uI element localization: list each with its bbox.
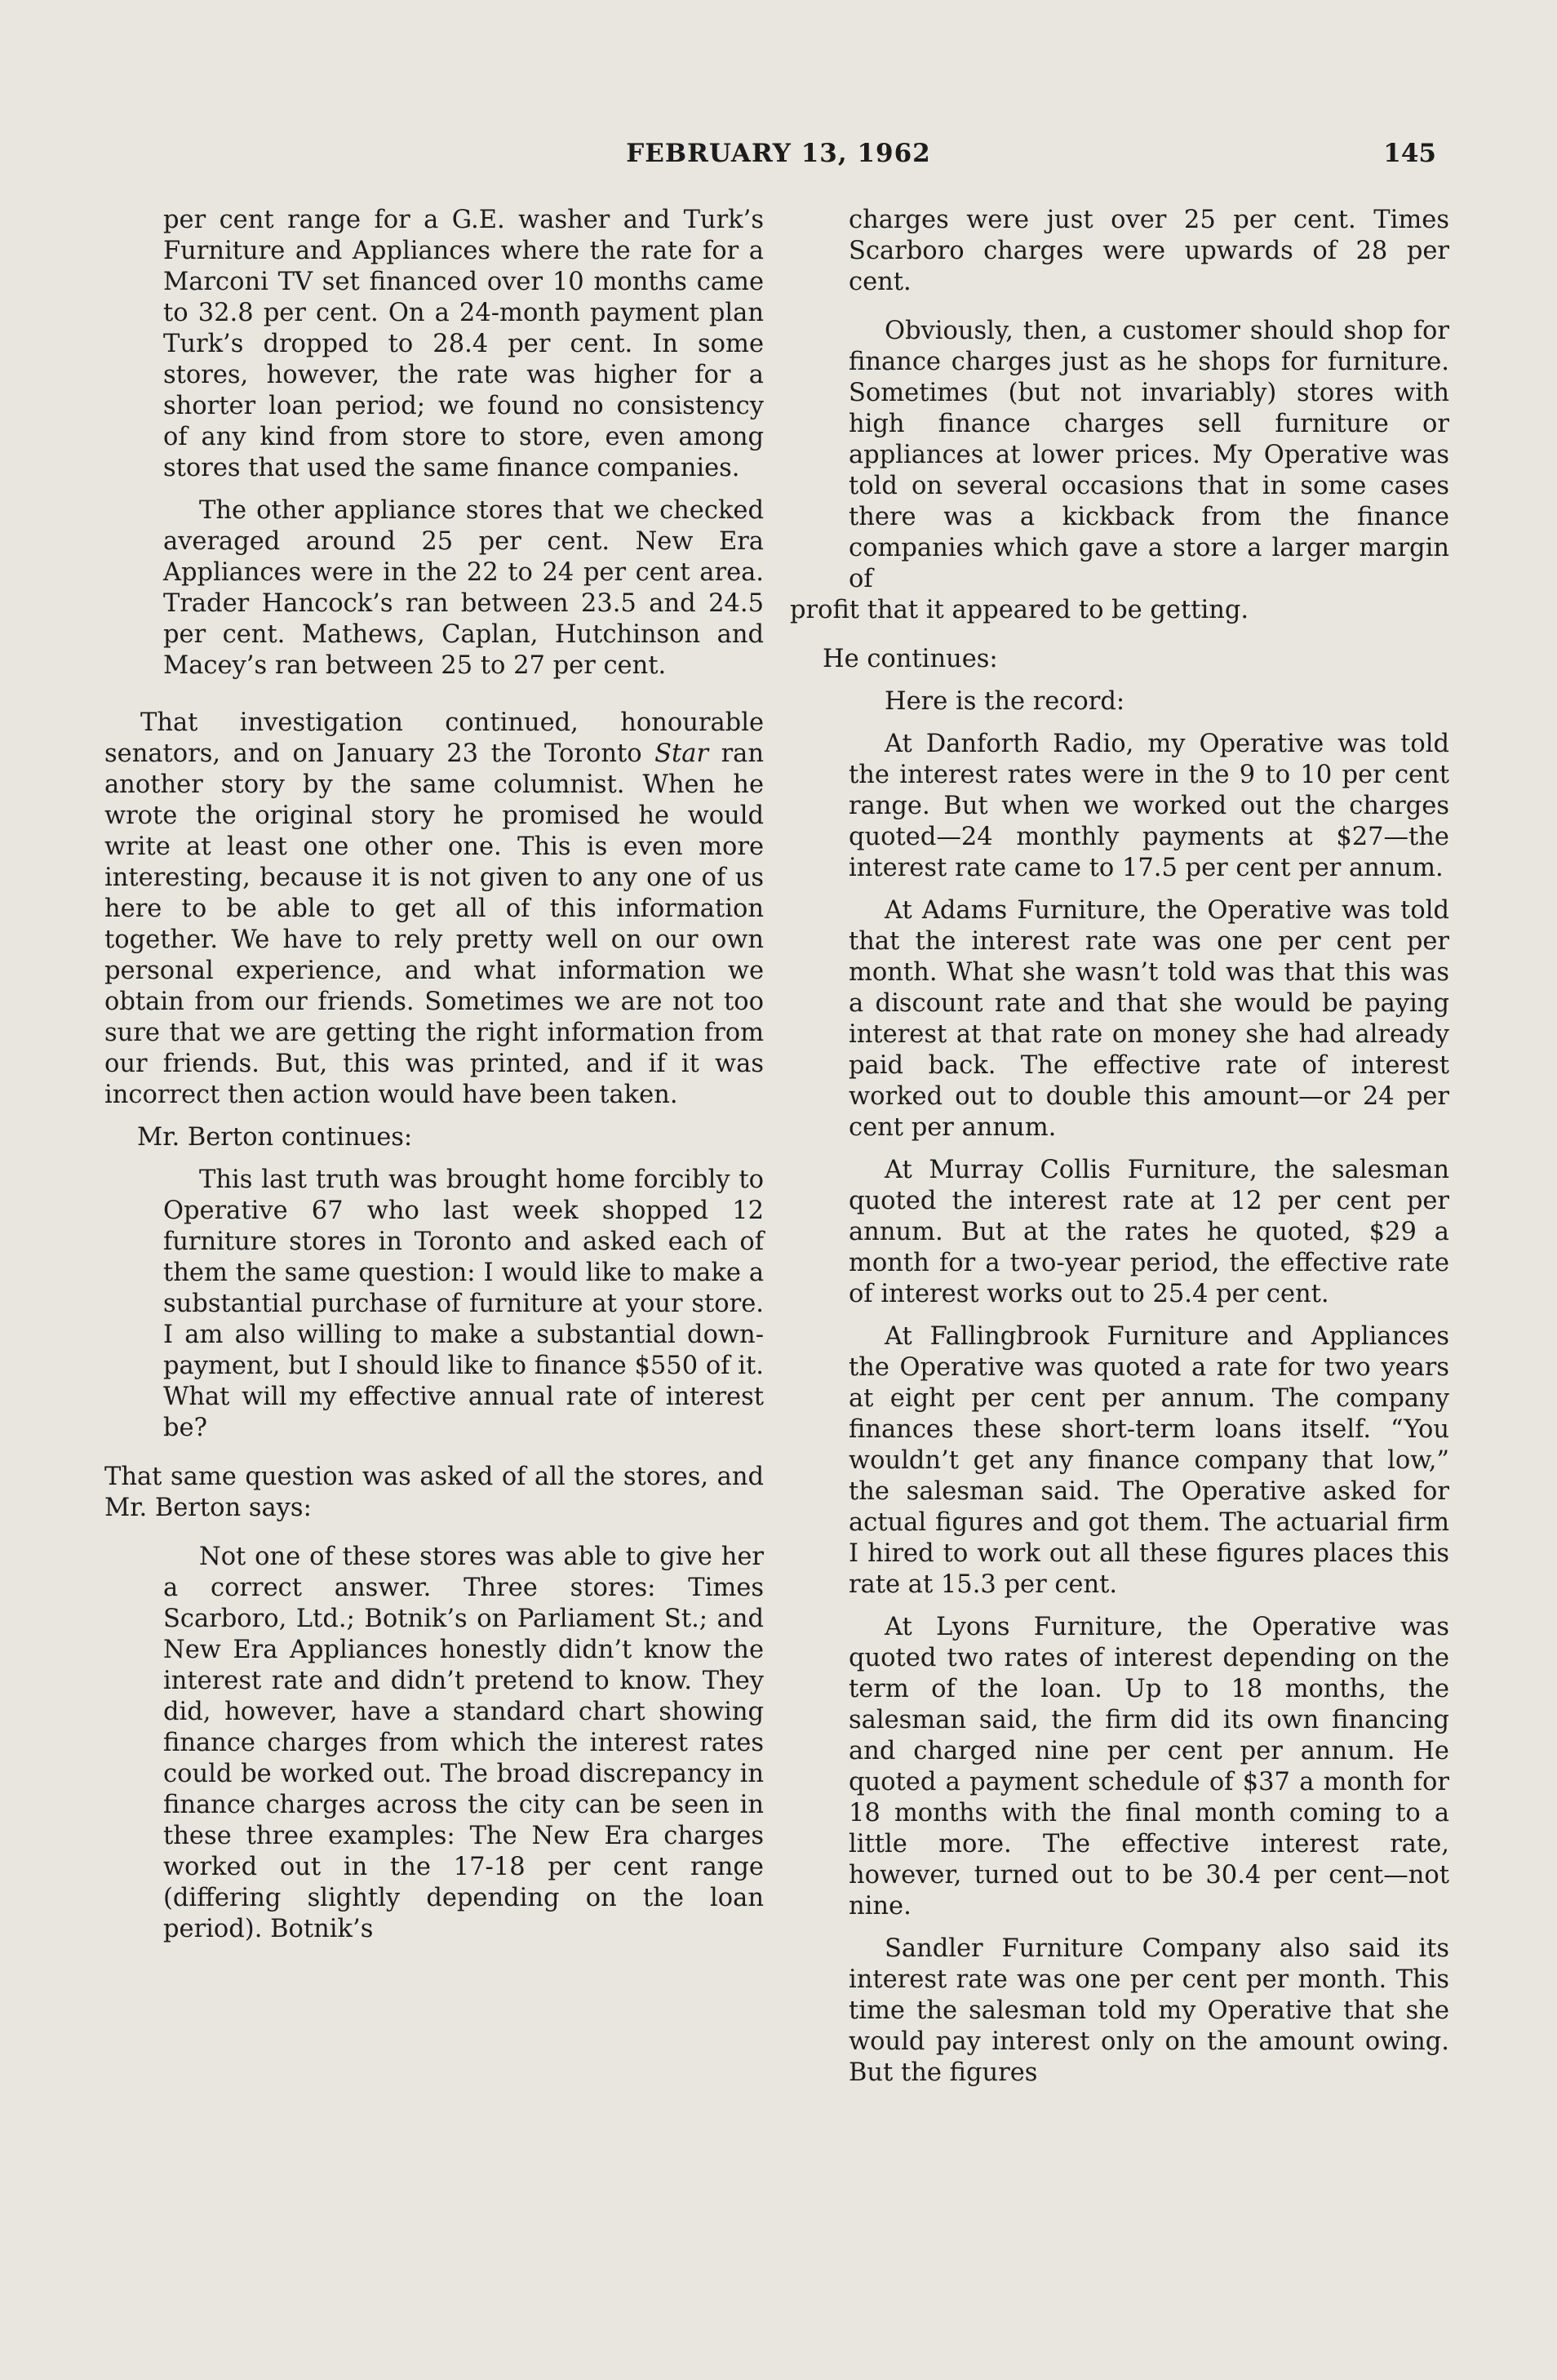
body-paragraph: That same question was asked of all the stores, and Mr. Berton says: [104,1463,764,1522]
newspaper-name: Star [654,739,709,768]
right-column [790,205,1449,2089]
quote-paragraph: This last truth was brought home forcibly to Operative 67 who last week shopped 12 furniture stores in Toronto and asked each of them the same question: I would like to make a substantial purchase of furniture at your store. I am also willing to make a substantial downpayment, but I should like to finance $550 of it. What will my effective annual rate of interest be? [163,1166,764,1442]
quote-paragraph: Not one of these stores was able to give her a correct answer. Three stores: Times Scarboro, Ltd.; Botnik’s on Parliament St.; and New Era Appliances honestly didn’t know the interest rate and didn’t pretend to know. They did, however, have a standard chart showing finance charges from which the interest rates could be worked out. The broad discrepancy in finance charges across the city can be seen in these three examples: The New Era charges worked out in the 17-18 per cent range (differing slightly depending on the loan period). Botnik’s [163,1543,764,1943]
page-number: 145 [1383,139,1436,168]
quote-paragraph: At Murray Collis Furniture, the salesman quoted the interest rate at 12 per cent per annum. But at the rates he quoted, $29 a month for a two-year period, the effective rate of interest works out to 25.4 per cent. [849,1156,1449,1308]
body-text: ran another story by the same columnist. When he wrote the original story he promised he would write at least one other one. This is even more interesting, because it is not given to any one of us here to be able to get all of this information together. We have to rely pretty well on our own personal experience, and what information we obtain from our friends. Sometimes we are not too sure that we are getting the right information from our friends. But, this was printed, and if it was incorrect then action would have been taken. [104,739,764,1109]
quote-paragraph: Sandler Furniture Company also said its interest rate was one per cent per month. This time the salesman told my Operative that she would pay interest only on the amount owing. But the figures [849,1934,1449,2087]
page-header-date: FEBRUARY 13, 1962 [626,139,931,168]
quote-paragraph: per cent range for a G.E. washer and Turk’s Furniture and Appliances where the rate for a Marconi TV set financed over 10 months came to 32.8 per cent. On a 24-month payment plan Turk’s dropped to 28.4 per cent. In some stores, however, the rate was higher for a shorter loan period; we found no consistency of any kind from store to store, even among stores that used the same finance companies. [163,206,764,482]
quote-paragraph: At Lyons Furniture, the Operative was quoted two rates of interest depending on the term of the loan. Up to 18 months, the salesman said, the firm did its own financing and charged nine per cent per annum. He quoted a payment schedule of $37 a month for 18 months with the final month coming to a little more. The effective interest rate, however, turned out to be 30.4 per cent—not nine. [849,1613,1449,1920]
left-column [104,205,764,1945]
quote-paragraph: charges were just over 25 per cent. Times Scarboro charges were upwards of 28 per cent. [849,206,1449,296]
quote-paragraph: At Adams Furniture, the Operative was told that the interest rate was one per cent per month. What she wasn’t told was that this was a discount rate and that she would be paying interest at that rate on money she had already paid back. The effective rate of interest worked out to double this amount—or 24 per cent per annum. [849,896,1449,1142]
quote-paragraph: At Danforth Radio, my Operative was told the interest rates were in the 9 to 10 per cent range. But when we worked out the charges quoted—24 monthly payments at $27—the interest rate came to 17.5 per cent per annum. [849,730,1449,882]
body-continuation: profit that it appeared to be getting. [790,596,1249,624]
body-text: That investigation continued, honourable senators, and on January 23 the Toronto [104,708,764,768]
body-paragraph [104,708,764,1111]
quote-paragraph: Obviously, then, a customer should shop for finance charges just as he shops for furniture. Sometimes (but not invariably) stores with high finance charges sell furniture or appliances at lower prices. My Operative was told on several occasions that in some cases there was a kickback from the finance companies which gave a store a larger margin of [849,317,1449,593]
attribution-line: He continues: [823,645,998,673]
quote-paragraph: The other appliance stores that we checked averaged around 25 per cent. New Era Appliances were in the 22 to 24 per cent area. Trader Hancock’s ran between 23.5 and 24.5 per cent. Mathews, Caplan, Hutchinson and Macey’s ran between 25 to 27 per cent. [163,496,764,680]
quote-paragraph: Here is the record: [885,687,1125,716]
quote-paragraph: At Fallingbrook Furniture and Appliances the Operative was quoted a rate for two years at eight per cent per annum. The company finances these short-term loans itself. “You wouldn’t get any finance company that low,” the salesman said. The Operative asked for actual figures and got them. The actuarial firm I hired to work out all these figures places this rate at 15.3 per cent. [849,1322,1449,1599]
attribution-line: Mr. Berton continues: [137,1123,413,1152]
